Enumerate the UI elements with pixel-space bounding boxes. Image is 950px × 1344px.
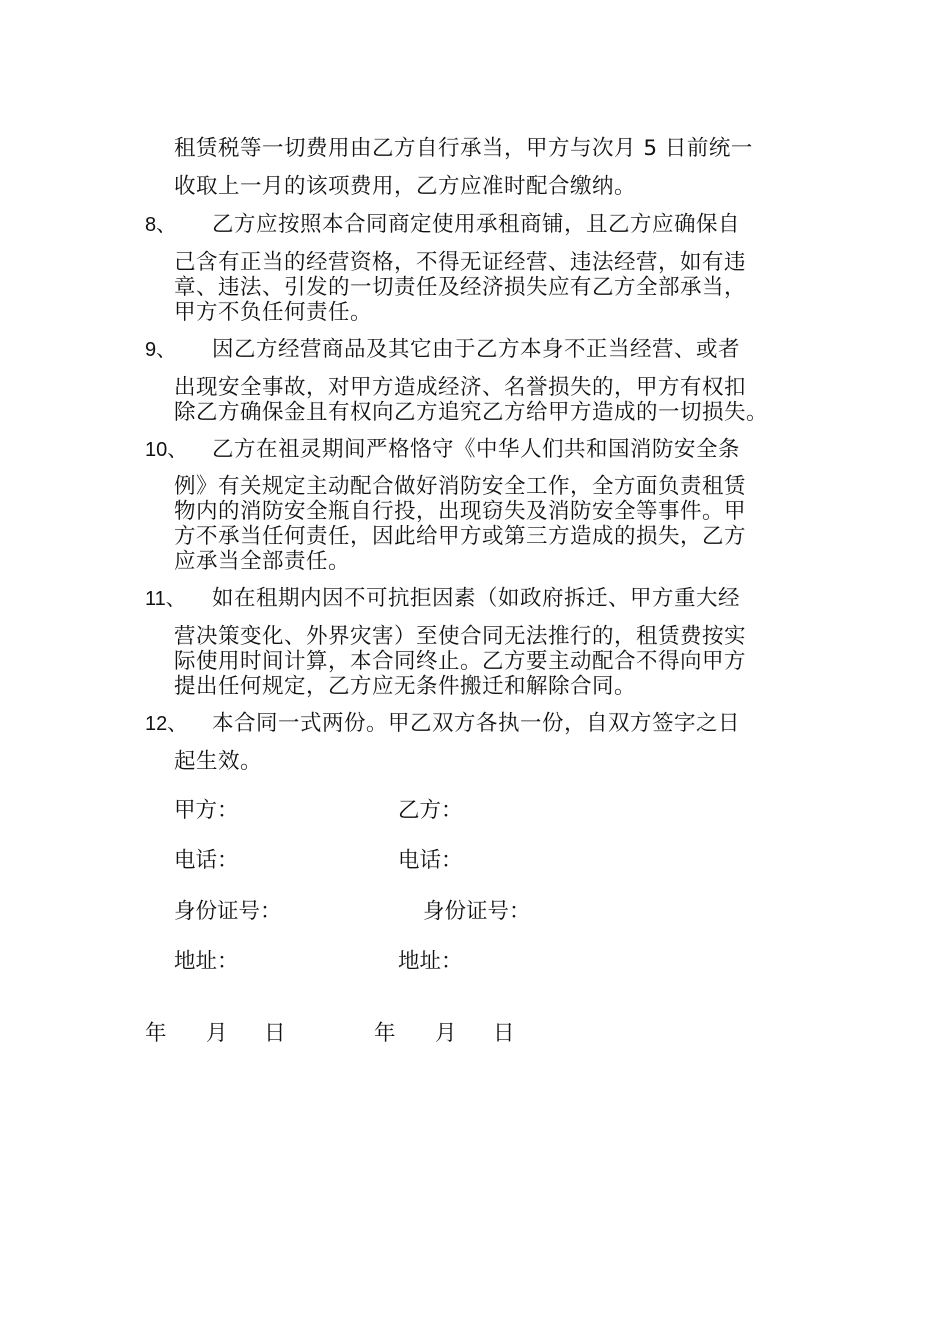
clause-line: 例》有关规定主动配合做好消防安全工作，全方面负责租赁 <box>174 474 747 499</box>
clause-line: 除乙方确保金且有权向乙方追究乙方给甲方造成的一切损失。 <box>174 400 769 425</box>
clause-line: 因乙方经营商品及其它由于乙方本身不正当经营、或者 <box>212 337 741 362</box>
clause-line: 乙方在祖灵期间严格恪守《中华人们共和国消防安全条 <box>212 437 741 462</box>
date-year-b: 年 <box>374 1021 396 1046</box>
date-month-b: 月 <box>435 1021 457 1046</box>
clause-line: 己含有正当的经营资格，不得无证经营、违法经营，如有违 <box>174 250 747 275</box>
clause-line: 应承当全部责任。 <box>174 549 351 574</box>
date-day-a: 日 <box>264 1021 286 1046</box>
clause-number: 10、 <box>145 439 188 461</box>
clause-line: 提出任何规定，乙方应无条件搬迁和解除合同。 <box>174 674 637 699</box>
clause-line: 起生效。 <box>174 749 263 774</box>
party-b-label: 乙方： <box>398 798 463 823</box>
clause-line: 际使用时间计算，本合同终止。乙方要主动配合不得向甲方 <box>174 649 747 674</box>
clause-line: 出现安全事故，对甲方造成经济、名誉损失的，甲方有权扣 <box>174 375 747 400</box>
clause-number: 8、 <box>145 214 177 236</box>
clause-line: 方不承当任何责任，因此给甲方或第三方造成的损失，乙方 <box>174 524 747 549</box>
date-year-a: 年 <box>145 1021 167 1046</box>
clause-line: 本合同一式两份。甲乙双方各执一份，自双方签字之日 <box>212 711 741 736</box>
party-b-address-label: 地址： <box>398 949 463 974</box>
clause-line: 营决策变化、外界灾害）至使合同无法推行的，租赁费按实 <box>174 624 747 649</box>
clause-line: 如在租期内因不可抗拒因素（如政府拆迁、甲方重大经 <box>212 586 741 611</box>
date-month-a: 月 <box>206 1021 228 1046</box>
party-a-label: 甲方： <box>174 798 239 823</box>
clause-line: 租赁税等一切费用由乙方自行承当，甲方与次月 5 日前统一 <box>174 136 753 161</box>
party-b-id-label: 身份证号： <box>423 899 531 924</box>
clause-line: 甲方不负任何责任。 <box>174 300 373 325</box>
clause-line: 物内的消防安全瓶自行投，出现窃失及消防安全等事件。甲 <box>174 499 747 524</box>
party-b-phone-label: 电话： <box>398 848 463 873</box>
party-a-id-label: 身份证号： <box>174 899 282 924</box>
clause-line: 乙方应按照本合同商定使用承租商铺，且乙方应确保自 <box>212 212 741 237</box>
clause-line: 章、违法、引发的一切责任及经济损失应有乙方全部承当， <box>174 275 747 300</box>
party-a-phone-label: 电话： <box>174 848 239 873</box>
party-a-address-label: 地址： <box>174 949 239 974</box>
clause-number: 9、 <box>145 339 177 361</box>
clause-line: 收取上一月的该项费用，乙方应准时配合缴纳。 <box>174 174 637 199</box>
clause-number: 11、 <box>145 588 186 610</box>
clause-number: 12、 <box>145 713 188 735</box>
date-day-b: 日 <box>493 1021 515 1046</box>
